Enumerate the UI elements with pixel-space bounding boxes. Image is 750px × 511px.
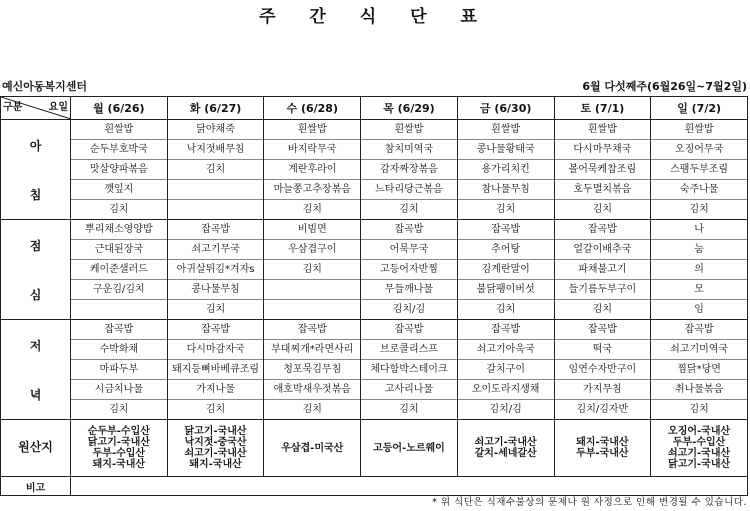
origin-cell-tue xyxy=(167,420,264,477)
menu-item: 떡국 xyxy=(555,340,651,360)
menu-item: 시금치나물 xyxy=(71,380,167,400)
day-header-sat: 토 (7/1) xyxy=(554,97,651,120)
origin-cell-sat xyxy=(554,420,651,477)
menu-cell-dinner-wed xyxy=(264,320,361,420)
menu-item: 애호박새우젓볶음 xyxy=(264,380,360,400)
origin-item: 돼지-국내산 xyxy=(189,459,242,470)
menu-item: 다시마감자국 xyxy=(168,340,264,360)
origin-cell-mon xyxy=(71,420,168,477)
note-cell xyxy=(71,477,748,496)
menu-item: 흰쌀밥 xyxy=(555,120,651,140)
menu-item: 감자짜장볶음 xyxy=(361,160,457,180)
meal-label-dinner: 저 녁 xyxy=(1,320,71,420)
meal-row-lunch xyxy=(1,220,748,320)
origin-item: 두부-수입산 xyxy=(672,437,726,448)
menu-item: 김치 xyxy=(264,260,360,280)
menu-item: 뿌리채소영양밥 xyxy=(71,220,167,240)
menu-item: 숙주나물 xyxy=(651,180,747,200)
menu-item: 흰쌀밥 xyxy=(71,120,167,140)
origin-item: 갈치-세네갈산 xyxy=(474,448,537,459)
menu-item xyxy=(168,180,264,200)
origin-item: 순두부-수입산 xyxy=(87,426,150,437)
day-header-wed: 수 (6/28) xyxy=(264,97,361,120)
menu-cell-dinner-fri xyxy=(457,320,554,420)
day-header-mon: 월 (6/26) xyxy=(71,97,168,120)
menu-cell-breakfast-sat xyxy=(554,120,651,220)
menu-item: 의 xyxy=(651,260,747,280)
menu-item: 비빔면 xyxy=(264,220,360,240)
menu-item: 잡곡밥 xyxy=(361,320,457,340)
menu-item: 김치 xyxy=(302,404,322,415)
meal-row-dinner xyxy=(1,320,748,420)
menu-cell-lunch-sun xyxy=(651,220,748,320)
day-header-thu: 목 (6/29) xyxy=(361,97,458,120)
origin-cell-thu xyxy=(361,420,458,477)
menu-item: 불닭팽이버섯 xyxy=(458,280,554,300)
menu-item: 흰쌀밥 xyxy=(361,120,457,140)
day-header-tue: 화 (6/27) xyxy=(167,97,264,120)
menu-item: 모 xyxy=(651,280,747,300)
menu-item: 호두멸치볶음 xyxy=(555,180,651,200)
menu-item: 용가리치킨 xyxy=(458,160,554,180)
menu-item: 부대찌개*라면사리 xyxy=(264,340,360,360)
origin-item: 오징어-국내산 xyxy=(668,426,731,437)
menu-item: 김치 xyxy=(205,304,226,315)
menu-item: 고사리나물 xyxy=(361,380,457,400)
origin-row xyxy=(1,420,748,477)
menu-cell-breakfast-thu xyxy=(361,120,458,220)
menu-item: 브로콜리스프 xyxy=(361,340,457,360)
menu-item: 김치 xyxy=(109,404,129,415)
menu-item: 무들깨나물 xyxy=(361,280,457,300)
menu-item: 잡곡밥 xyxy=(168,220,264,240)
menu-item: 가지무침 xyxy=(555,380,651,400)
center-name: 예신아동복지센터 xyxy=(2,80,88,93)
menu-cell-breakfast-tue xyxy=(167,120,264,220)
menu-item xyxy=(264,300,360,319)
menu-cell-dinner-sun xyxy=(651,320,748,420)
menu-item: 느타리당근볶음 xyxy=(361,180,457,200)
day-header-sun: 일 (7/2) xyxy=(651,97,748,120)
menu-item: 우삼겹구이 xyxy=(264,240,360,260)
menu-item: 마파두부 xyxy=(71,360,167,380)
menu-item: 김치 xyxy=(168,160,264,180)
menu-item: 구운김/김치 xyxy=(71,280,167,300)
menu-item: 마늘쫑고추장볶음 xyxy=(264,180,360,200)
week-label: 6월 다섯째주(6월26일~7월2일) xyxy=(582,80,747,93)
menu-item: 콩나물황태국 xyxy=(458,140,554,160)
menu-item: 김치 xyxy=(689,204,709,215)
origin-item: 닭고기-국내산 xyxy=(184,426,247,437)
header-row xyxy=(1,97,748,120)
origin-item: 두부-수입산 xyxy=(92,448,146,459)
origin-cell-sun xyxy=(651,420,748,477)
menu-cell-breakfast-sun xyxy=(651,120,748,220)
page-title: 주 간 식 단 표 xyxy=(259,7,491,27)
menu-item: 김치/김자반 xyxy=(576,404,629,415)
menu-cell-lunch-tue xyxy=(167,220,264,320)
origin-item: 우삼겹-미국산 xyxy=(281,442,344,454)
menu-item: 김치 xyxy=(496,304,516,315)
menu-item: 잡곡밥 xyxy=(555,220,651,240)
menu-item xyxy=(71,300,167,319)
menu-item: 쇠고기아욱국 xyxy=(458,340,554,360)
menu-item: 파채불고기 xyxy=(555,260,651,280)
menu-item: 흰쌀밥 xyxy=(458,120,554,140)
menu-item: 임 xyxy=(694,304,704,315)
menu-item xyxy=(168,200,264,219)
menu-item: 돼지등뼈바베큐조림 xyxy=(168,360,264,380)
menu-item: 수박화채 xyxy=(71,340,167,360)
menu-item xyxy=(264,280,360,300)
menu-item: 낙지젓배무침 xyxy=(168,140,264,160)
menu-item: 흰쌀밥 xyxy=(264,120,360,140)
note-label: 비고 xyxy=(1,477,71,496)
footnote: * 위 식단은 식재수불상의 문제나 원 사정으로 인해 변경될 수 있습니다. xyxy=(432,497,747,508)
menu-item: 오이도라지생채 xyxy=(458,380,554,400)
menu-item: 참나물무침 xyxy=(458,180,554,200)
menu-item: 잡곡밥 xyxy=(651,320,747,340)
menu-item: 눔 xyxy=(651,240,747,260)
menu-item: 콩나물무침 xyxy=(168,280,264,300)
menu-item: 청포묵김무침 xyxy=(264,360,360,380)
menu-cell-dinner-thu xyxy=(361,320,458,420)
menu-item: 김치 xyxy=(302,204,322,215)
menu-item: 스팸두부조림 xyxy=(651,160,747,180)
origin-item: 두부-국내산 xyxy=(576,448,629,459)
menu-item: 김치 xyxy=(689,404,709,415)
origin-label: 원산지 xyxy=(1,420,71,477)
origin-item: 돼지-국내산 xyxy=(92,459,146,470)
menu-item: 다시마무채국 xyxy=(555,140,651,160)
origin-item: 쇠고기-국내산 xyxy=(184,448,247,459)
menu-cell-breakfast-mon xyxy=(71,120,168,220)
origin-item: 닭고기-국내산 xyxy=(87,437,150,448)
corner-day-label: 요일 xyxy=(48,102,68,113)
meal-label-lunch: 점 심 xyxy=(1,220,71,320)
menu-item: 김치/김 xyxy=(489,404,522,415)
menu-item: 순두부호박국 xyxy=(71,140,167,160)
menu-item: 잡곡밥 xyxy=(361,220,457,240)
menu-item: 바지락무국 xyxy=(264,140,360,160)
menu-item: 맛살양파볶음 xyxy=(71,160,167,180)
menu-item: 김치 xyxy=(496,204,516,215)
menu-item: 나 xyxy=(651,220,747,240)
menu-cell-dinner-sat xyxy=(554,320,651,420)
menu-item: 김치 xyxy=(399,404,419,415)
menu-item: 김치 xyxy=(592,304,613,315)
menu-item: 쇠고기무국 xyxy=(168,240,264,260)
menu-item: 흰쌀밥 xyxy=(651,120,747,140)
menu-item: 체다함박스테이크 xyxy=(361,360,457,380)
menu-item: 갈치구이 xyxy=(458,360,554,380)
menu-item: 근대된장국 xyxy=(71,240,167,260)
menu-item: 취나물볶음 xyxy=(651,380,747,400)
menu-cell-breakfast-wed xyxy=(264,120,361,220)
origin-item: 쇠고기-국내산 xyxy=(474,437,537,448)
menu-cell-breakfast-fri xyxy=(457,120,554,220)
origin-item: 돼지-국내산 xyxy=(576,437,629,448)
origin-item: 닭고기-국내산 xyxy=(668,459,731,470)
day-header-fri: 금 (6/30) xyxy=(457,97,554,120)
menu-item: 추어탕 xyxy=(458,240,554,260)
menu-item: 김계란말이 xyxy=(458,260,554,280)
menu-item: 볼어묵케찹조림 xyxy=(555,160,651,180)
menu-item: 김치 xyxy=(399,204,419,215)
menu-item: 잡곡밥 xyxy=(264,320,360,340)
corner-cell xyxy=(1,97,71,120)
origin-item: 쇠고기-국내산 xyxy=(668,448,731,459)
meal-label-breakfast: 아 침 xyxy=(1,120,71,220)
menu-item: 김치 xyxy=(109,204,129,215)
menu-item: 잡곡밥 xyxy=(168,320,264,340)
menu-item: 김치 xyxy=(592,204,613,215)
menu-item: 잡곡밥 xyxy=(555,320,651,340)
menu-table xyxy=(0,96,748,496)
menu-cell-dinner-mon xyxy=(71,320,168,420)
menu-item: 들기름두부구이 xyxy=(555,280,651,300)
menu-item: 닭야채죽 xyxy=(168,120,264,140)
menu-item: 고등어자반찜 xyxy=(361,260,457,280)
menu-cell-lunch-thu xyxy=(361,220,458,320)
menu-item: 아귀살튀김*겨자s xyxy=(168,260,264,280)
origin-item: 낙지젓-중국산 xyxy=(184,437,247,448)
menu-item: 찜닭*당면 xyxy=(651,360,747,380)
menu-item: 임연수자반구이 xyxy=(555,360,651,380)
corner-category-label: 구분 xyxy=(3,102,23,113)
menu-item: 어묵무국 xyxy=(361,240,457,260)
menu-cell-dinner-tue xyxy=(167,320,264,420)
origin-cell-wed xyxy=(264,420,361,477)
menu-item: 참치미역국 xyxy=(361,140,457,160)
menu-item: 쇠고기미역국 xyxy=(651,340,747,360)
menu-cell-lunch-wed xyxy=(264,220,361,320)
menu-item: 잡곡밥 xyxy=(71,320,167,340)
menu-item: 잡곡밥 xyxy=(458,320,554,340)
menu-item: 오징어무국 xyxy=(651,140,747,160)
menu-cell-lunch-fri xyxy=(457,220,554,320)
meal-row-breakfast xyxy=(1,120,748,220)
menu-item: 얼갈이배추국 xyxy=(555,240,651,260)
menu-item: 잡곡밥 xyxy=(458,220,554,240)
menu-item: 김치 xyxy=(205,404,226,415)
menu-item: 계란후라이 xyxy=(264,160,360,180)
origin-item: 고등어-노르웨이 xyxy=(373,442,445,454)
menu-item: 케이준샐러드 xyxy=(71,260,167,280)
menu-cell-lunch-sat xyxy=(554,220,651,320)
menu-item: 가지나물 xyxy=(168,380,264,400)
menu-cell-lunch-mon xyxy=(71,220,168,320)
note-row xyxy=(1,477,748,496)
origin-cell-fri xyxy=(457,420,554,477)
menu-item: 깻잎지 xyxy=(71,180,167,200)
menu-item: 김치/김 xyxy=(392,304,426,315)
